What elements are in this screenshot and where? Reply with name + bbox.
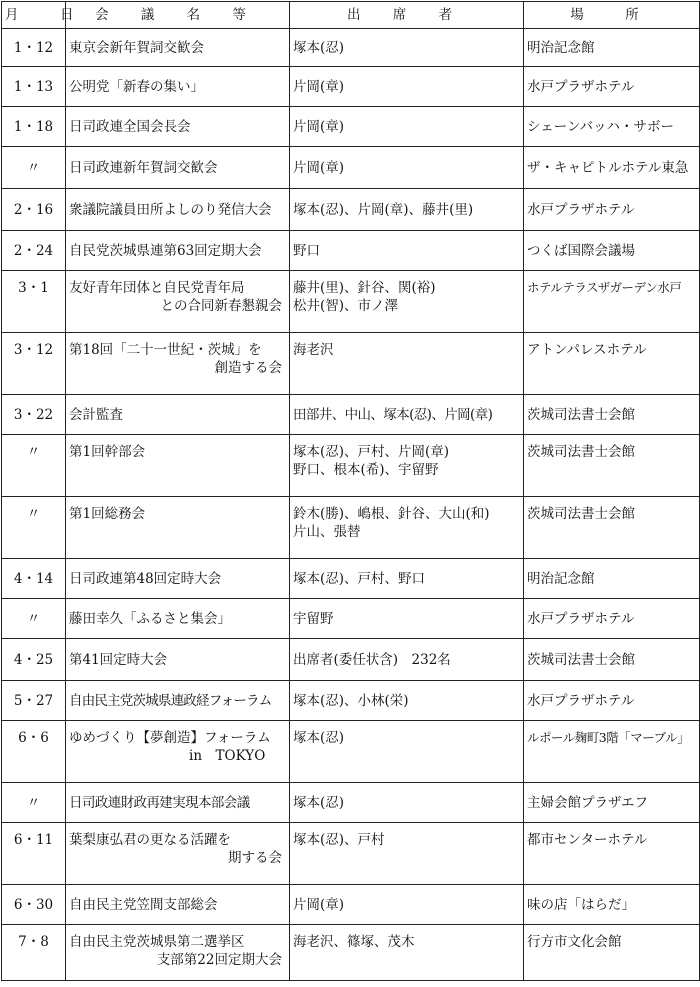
row-attendees: 塚本(忍)、戸村、片岡(章) 野口、根本(希)、宇留野 (290, 435, 524, 497)
table-row (2, 559, 700, 599)
row-attendees: 塚本(忍)、小林(栄) (290, 681, 524, 721)
table-row (2, 885, 700, 925)
row-date: 4・14 (2, 559, 66, 599)
row-meeting: 日司政連第48回定時大会 (66, 559, 290, 599)
table-header-row (2, 2, 700, 29)
row-attendees: 塚本(忍)、片岡(章)、藤井(里) (290, 189, 524, 231)
row-attendees: 藤井(里)、針谷、関(裕) 松井(智)、市ノ澤 (290, 271, 524, 333)
table-row (2, 147, 700, 189)
header-place: 場 所 (524, 2, 700, 29)
row-meeting: 日司政連財政再建実現本部会議 (66, 783, 290, 823)
row-meeting: 藤田幸久「ふるさと集会」 (66, 599, 290, 639)
row-attendees: 海老沢、篠塚、茂木 (290, 925, 524, 981)
table-row (2, 599, 700, 639)
row-date: 1・13 (2, 67, 66, 107)
row-meeting: 第41回定時大会 (66, 639, 290, 681)
table-row (2, 639, 700, 681)
row-attendees: 出席者(委任状含) 232名 (290, 639, 524, 681)
row-place: アトンパレスホテル (524, 333, 700, 395)
row-meeting: 自民党茨城県連第63回定期大会 (66, 231, 290, 271)
row-attendees: 塚本(忍) (290, 721, 524, 783)
table-row (2, 395, 700, 435)
row-place: 水戸プラザホテル (524, 599, 700, 639)
row-attendees: 塚本(忍)、戸村、野口 (290, 559, 524, 599)
table-row (2, 681, 700, 721)
row-attendees: 片岡(章) (290, 147, 524, 189)
row-attendees: 片岡(章) (290, 885, 524, 925)
table-row (2, 107, 700, 147)
row-meeting: 東京会新年賀詞交歓会 (66, 29, 290, 67)
table-row (2, 67, 700, 107)
table-row (2, 783, 700, 823)
row-meeting: ゆめづくり【夢創造】フォーラム in TOKYO (66, 721, 290, 783)
row-place: 水戸プラザホテル (524, 189, 700, 231)
row-date: 4・25 (2, 639, 66, 681)
table-row (2, 721, 700, 783)
row-date: 2・16 (2, 189, 66, 231)
table-row (2, 823, 700, 885)
row-meeting: 友好青年団体と自民党青年局 との合同新春懇親会 (66, 271, 290, 333)
row-date: 〃 (2, 147, 66, 189)
row-meeting: 第1回総務会 (66, 497, 290, 559)
table-row (2, 231, 700, 271)
row-place: つくば国際会議場 (524, 231, 700, 271)
row-date: 〃 (2, 599, 66, 639)
row-place: 水戸プラザホテル (524, 67, 700, 107)
row-place: 主婦会館プラザエフ (524, 783, 700, 823)
row-place: 茨城司法書士会館 (524, 497, 700, 559)
table-row (2, 333, 700, 395)
row-attendees: 海老沢 (290, 333, 524, 395)
row-meeting: 日司政連新年賀詞交歓会 (66, 147, 290, 189)
row-meeting: 衆議院議員田所よしのり発信大会 (66, 189, 290, 231)
table-row (2, 435, 700, 497)
row-meeting: 第1回幹部会 (66, 435, 290, 497)
header-date: 月 日 (2, 2, 66, 29)
row-place: 行方市文化会館 (524, 925, 700, 981)
row-date: 〃 (2, 497, 66, 559)
row-date: 6・6 (2, 721, 66, 783)
row-attendees: 田部井、中山、塚本(忍)、片岡(章) (290, 395, 524, 435)
row-meeting: 自由民主党茨城県第二選挙区 支部第22回定期大会 (66, 925, 290, 981)
row-date: 〃 (2, 783, 66, 823)
row-attendees: 野口 (290, 231, 524, 271)
row-date: 〃 (2, 435, 66, 497)
row-meeting: 公明党「新春の集い」 (66, 67, 290, 107)
table-row (2, 271, 700, 333)
row-place: 味の店「はらだ」 (524, 885, 700, 925)
row-date: 3・22 (2, 395, 66, 435)
row-attendees: 片岡(章) (290, 107, 524, 147)
row-meeting: 第18回「二十一世紀・茨城」を 創造する会 (66, 333, 290, 395)
row-place: ザ・キャピトルホテル東急 (524, 147, 700, 189)
row-meeting: 葉梨康弘君の更なる活躍を 期する会 (66, 823, 290, 885)
table-row (2, 925, 700, 981)
row-place: シェーンバッハ・サボー (524, 107, 700, 147)
row-place: 茨城司法書士会館 (524, 639, 700, 681)
row-date: 7・8 (2, 925, 66, 981)
row-date: 6・30 (2, 885, 66, 925)
activity-table (1, 1, 700, 981)
table-row (2, 29, 700, 67)
row-attendees: 塚本(忍) (290, 783, 524, 823)
table-row (2, 497, 700, 559)
row-place: 茨城司法書士会館 (524, 395, 700, 435)
row-meeting: 自由民主党茨城県連政経フォーラム (66, 681, 290, 721)
header-meeting: 会 議 名 等 (66, 2, 290, 29)
row-date: 3・1 (2, 271, 66, 333)
row-place: 明治記念館 (524, 559, 700, 599)
row-place: ルポール麹町3階「マーブル」 (524, 721, 700, 783)
row-date: 5・27 (2, 681, 66, 721)
row-place: 水戸プラザホテル (524, 681, 700, 721)
row-attendees: 宇留野 (290, 599, 524, 639)
row-date: 3・12 (2, 333, 66, 395)
table-row (2, 189, 700, 231)
row-date: 1・18 (2, 107, 66, 147)
row-place: 茨城司法書士会館 (524, 435, 700, 497)
row-place: ホテルテラスザガーデン水戸 (524, 271, 700, 333)
row-place: 明治記念館 (524, 29, 700, 67)
row-meeting: 会計監査 (66, 395, 290, 435)
row-attendees: 塚本(忍) (290, 29, 524, 67)
row-meeting: 自由民主党笠間支部総会 (66, 885, 290, 925)
row-date: 1・12 (2, 29, 66, 67)
row-attendees: 塚本(忍)、戸村 (290, 823, 524, 885)
header-attendees: 出 席 者 (290, 2, 524, 29)
row-meeting: 日司政連全国会長会 (66, 107, 290, 147)
row-attendees: 鈴木(勝)、嶋根、針谷、大山(和) 片山、張替 (290, 497, 524, 559)
row-date: 6・11 (2, 823, 66, 885)
row-attendees: 片岡(章) (290, 67, 524, 107)
row-place: 都市センターホテル (524, 823, 700, 885)
row-date: 2・24 (2, 231, 66, 271)
